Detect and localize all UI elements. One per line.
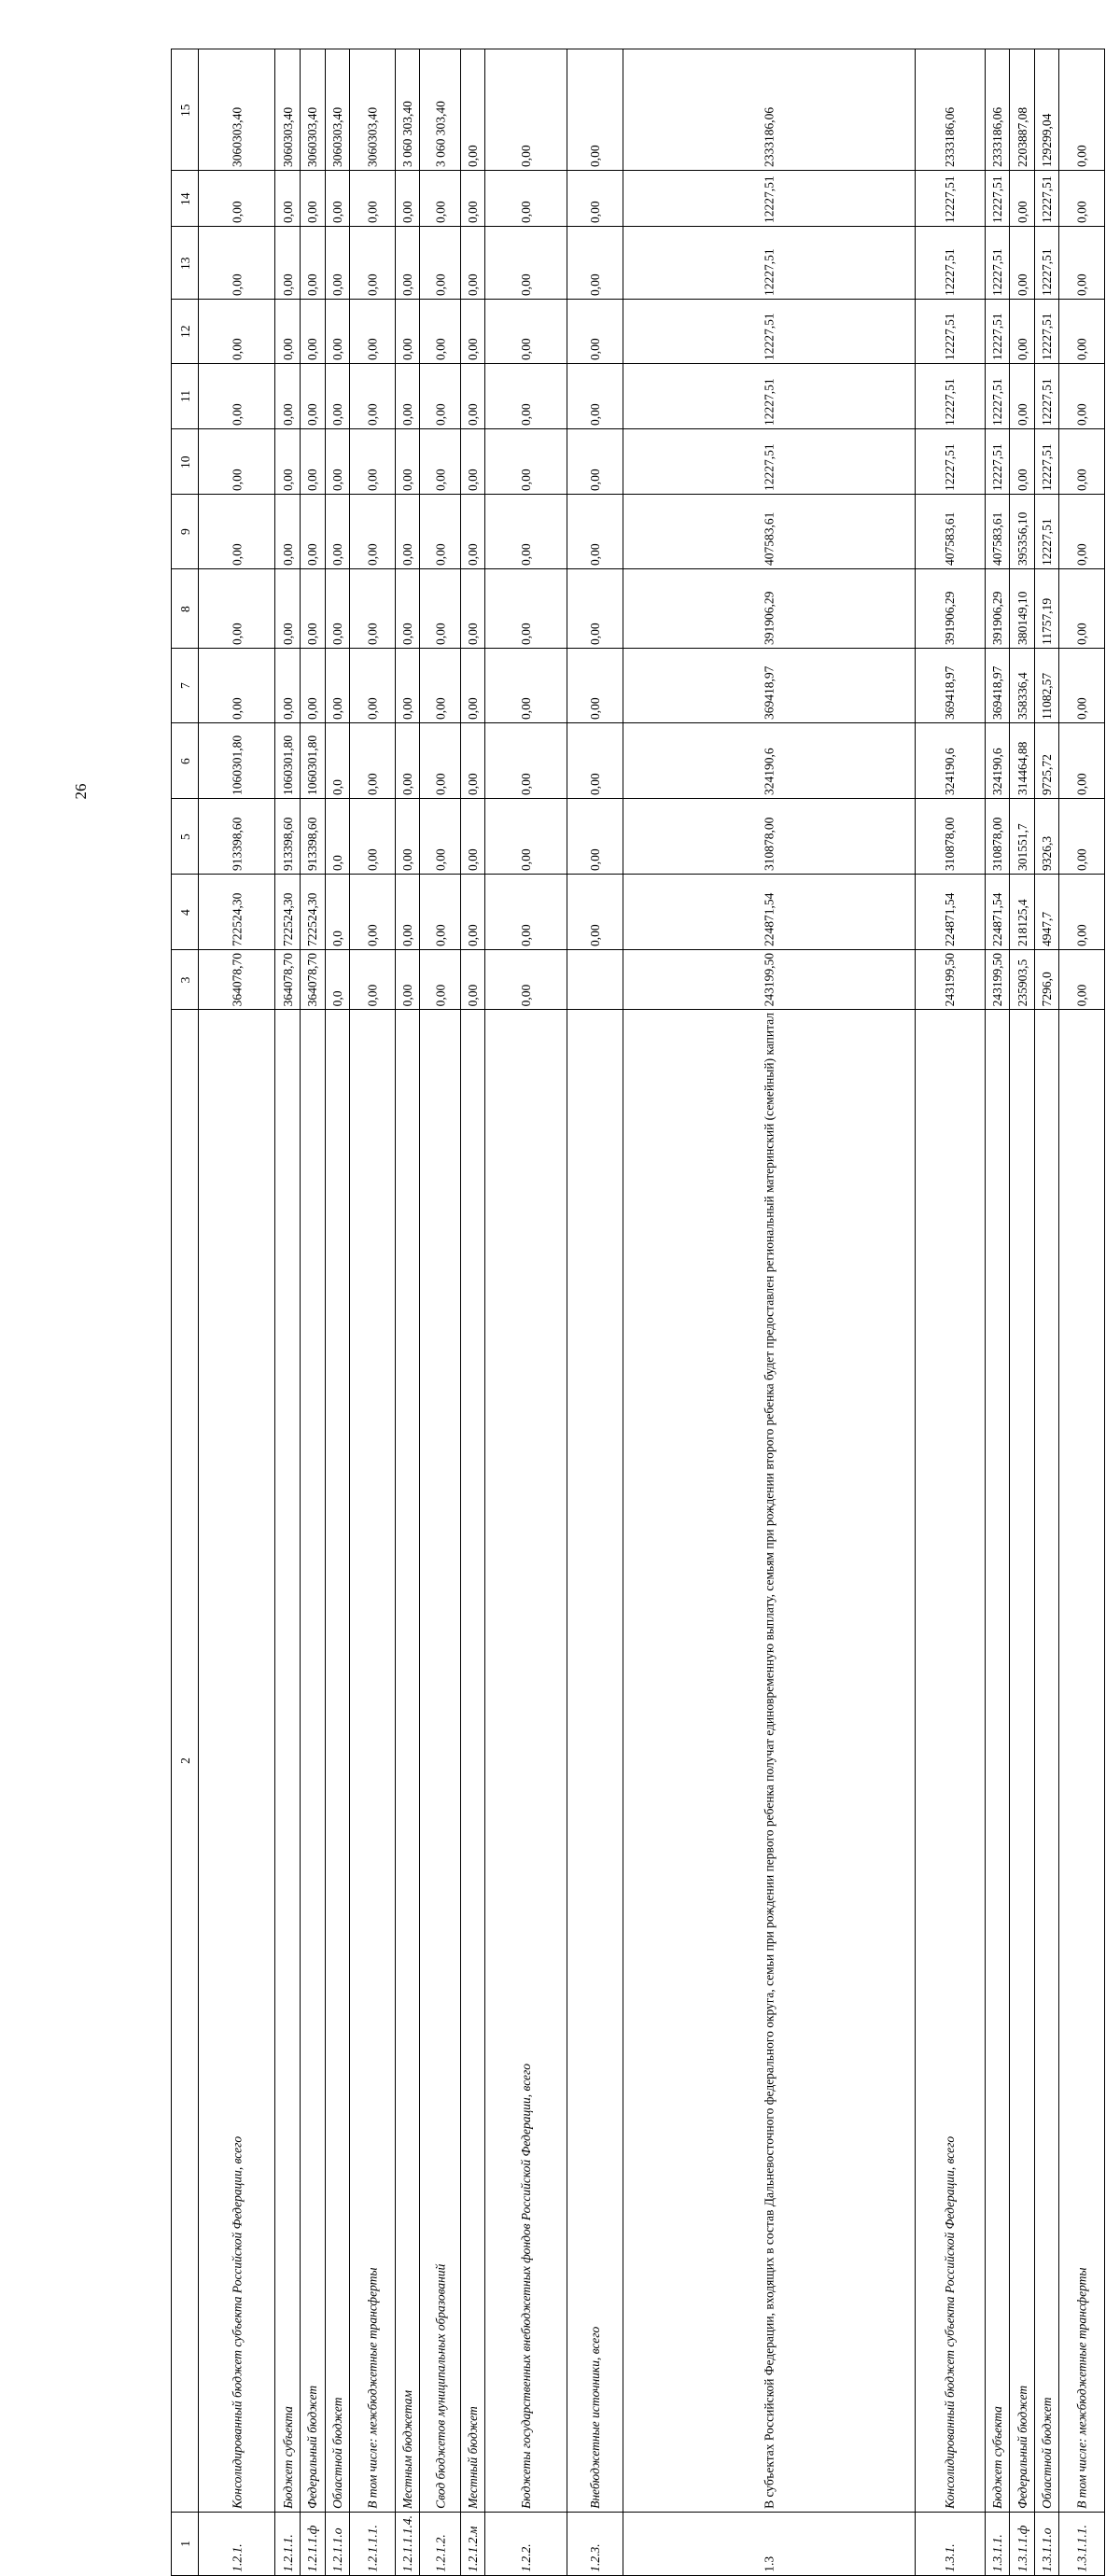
table-row [172,569,1105,649]
value-cell: 0,00 [460,950,485,1010]
value-cell: 12227,51 [623,227,915,300]
value-cell: 0,00 [395,649,420,723]
value-cell: 0,00 [1010,300,1035,364]
value-cell: 12227,51 [1034,227,1059,300]
value-cell: 0,00 [1010,227,1035,300]
value-cell: 0,00 [567,364,623,429]
value-cell: 391906,29 [623,569,915,649]
value-cell: 0,0 [325,950,350,1010]
row-code-cell: 1.2.1.2.м [460,2513,485,2576]
value-cell: 129299,04 [1034,49,1059,171]
value-cell: 0,00 [300,429,325,495]
column-number-cell: 14 [172,171,199,227]
value-cell: 314464,88 [1010,723,1035,799]
value-cell: 11082,57 [1034,649,1059,723]
value-cell: 3 060 303,40 [395,49,420,171]
value-cell: 0,00 [395,364,420,429]
value-cell: 0,00 [485,171,567,227]
column-number-cell: 12 [172,300,199,364]
value-cell: 0,00 [420,364,461,429]
value-cell: 0,00 [460,723,485,799]
value-cell: 12227,51 [623,429,915,495]
value-cell: 0,00 [420,495,461,569]
row-name-cell: Консолидированный бюджет субъекта Российской Федерации, всего [199,1010,275,2513]
value-cell: 0,00 [325,171,350,227]
value-cell: 0,00 [460,171,485,227]
value-cell: 4947,7 [1034,875,1059,950]
value-cell: 0,00 [199,171,275,227]
value-cell: 224871,54 [623,875,915,950]
value-cell: 224871,54 [985,875,1010,950]
value-cell: 0,00 [350,227,395,300]
value-cell: 407583,61 [915,495,985,569]
row-code-cell: 1.3 [623,2513,915,2576]
value-cell [567,950,623,1010]
table-row [172,1010,1105,2513]
row-code-cell: 1.2.1.1.1.4. [395,2513,420,2576]
column-number-cell: 5 [172,799,199,875]
value-cell: 369418,97 [985,649,1010,723]
value-cell: 0,00 [460,49,485,171]
table-row [172,799,1105,875]
value-cell: 7296,0 [1034,950,1059,1010]
value-cell: 0,00 [395,171,420,227]
value-cell: 12227,51 [915,429,985,495]
table-body [172,49,1105,2576]
rotated-table-container [171,49,1104,2573]
value-cell: 310878,00 [915,799,985,875]
row-code-cell: 1.2.3. [567,2513,623,2576]
value-cell: 0,00 [325,649,350,723]
value-cell: 369418,97 [915,649,985,723]
value-cell: 12227,51 [915,364,985,429]
value-cell: 0,0 [325,723,350,799]
row-name-cell: Консолидированный бюджет субъекта Российской Федерации, всего [915,1010,985,2513]
value-cell: 0,00 [420,875,461,950]
value-cell: 0,00 [1059,799,1104,875]
value-cell: 0,00 [1010,364,1035,429]
column-number-cell: 13 [172,227,199,300]
value-cell: 12227,51 [985,429,1010,495]
value-cell: 391906,29 [985,569,1010,649]
value-cell: 12227,51 [985,227,1010,300]
table-row [172,364,1105,429]
value-cell: 913398,60 [199,799,275,875]
value-cell: 0,00 [567,429,623,495]
value-cell: 0,00 [485,799,567,875]
value-cell: 0,00 [420,171,461,227]
value-cell: 0,00 [1059,649,1104,723]
table-row [172,2513,1105,2576]
value-cell: 3060303,40 [300,49,325,171]
table-row [172,649,1105,723]
value-cell: 0,00 [300,495,325,569]
value-cell: 0,00 [1059,300,1104,364]
value-cell: 0,00 [485,495,567,569]
value-cell: 0,00 [485,364,567,429]
value-cell: 0,00 [1010,429,1035,495]
value-cell: 243199,50 [985,950,1010,1010]
value-cell: 0,00 [350,649,395,723]
budget-table [171,49,1105,2576]
value-cell: 0,00 [420,429,461,495]
value-cell: 0,00 [275,364,301,429]
value-cell: 0,00 [395,495,420,569]
value-cell: 2203887,08 [1010,49,1035,171]
value-cell: 0,00 [1059,429,1104,495]
value-cell: 0,00 [420,723,461,799]
value-cell: 0,00 [350,171,395,227]
column-number-cell: 9 [172,495,199,569]
row-name-cell: Бюджет субъекта [275,1010,301,2513]
column-number-cell: 2 [172,1010,199,2513]
value-cell: 391906,29 [915,569,985,649]
value-cell: 12227,51 [1034,429,1059,495]
value-cell: 380149,10 [1010,569,1035,649]
value-cell: 0,00 [1059,364,1104,429]
value-cell: 0,00 [460,649,485,723]
row-code-cell: 1.3.1.1.1. [1059,2513,1104,2576]
value-cell: 0,00 [395,875,420,950]
value-cell: 0,00 [275,227,301,300]
value-cell: 12227,51 [623,300,915,364]
value-cell: 0,00 [395,227,420,300]
value-cell: 3060303,40 [325,49,350,171]
value-cell: 0,00 [485,227,567,300]
value-cell: 0,00 [350,300,395,364]
value-cell: 0,00 [1059,569,1104,649]
value-cell: 0,00 [199,649,275,723]
value-cell: 310878,00 [623,799,915,875]
value-cell: 0,00 [325,364,350,429]
value-cell: 324190,6 [915,723,985,799]
row-code-cell: 1.3.1. [915,2513,985,2576]
table-row [172,495,1105,569]
value-cell: 0,00 [567,227,623,300]
table-row [172,300,1105,364]
value-cell: 12227,51 [915,227,985,300]
value-cell: 0,00 [350,495,395,569]
value-cell: 0,00 [1059,227,1104,300]
value-cell: 0,00 [567,300,623,364]
value-cell: 0,00 [275,649,301,723]
value-cell: 0,00 [350,875,395,950]
column-number-cell: 3 [172,950,199,1010]
value-cell: 0,00 [199,495,275,569]
table-row [172,875,1105,950]
table-row [172,49,1105,171]
value-cell: 0,00 [1059,875,1104,950]
value-cell: 0,00 [350,723,395,799]
row-code-cell: 1.2.1.1.1. [350,2513,395,2576]
row-code-cell: 1.2.1.1.ф [300,2513,325,2576]
row-code-cell: 1.3.1.1.ф [1010,2513,1035,2576]
row-name-cell: Федеральный бюджет [1010,1010,1035,2513]
value-cell: 12227,51 [915,171,985,227]
value-cell: 0,00 [1059,495,1104,569]
row-name-cell: В том числе: межбюджетные трансферты [350,1010,395,2513]
value-cell: 12227,51 [1034,495,1059,569]
value-cell: 0,00 [485,429,567,495]
value-cell: 12227,51 [1034,171,1059,227]
value-cell: 235903,5 [1010,950,1035,1010]
value-cell: 0,00 [567,49,623,171]
row-code-cell: 1.3.1.1. [985,2513,1010,2576]
value-cell: 3060303,40 [199,49,275,171]
value-cell: 12227,51 [985,171,1010,227]
value-cell: 0,00 [350,799,395,875]
value-cell: 0,00 [300,364,325,429]
row-code-cell: 1.3.1.1.о [1034,2513,1059,2576]
row-code-cell: 1.2.1.1.о [325,2513,350,2576]
value-cell: 722524,30 [275,875,301,950]
row-name-cell: Местный бюджет [460,1010,485,2513]
value-cell: 0,00 [460,495,485,569]
table-row [172,171,1105,227]
value-cell: 0,00 [199,227,275,300]
value-cell: 0,00 [567,569,623,649]
value-cell: 324190,6 [623,723,915,799]
value-cell: 0,00 [275,171,301,227]
value-cell: 0,00 [300,171,325,227]
column-number-cell: 1 [172,2513,199,2576]
value-cell: 722524,30 [199,875,275,950]
value-cell: 1060301,80 [199,723,275,799]
value-cell: 0,00 [275,429,301,495]
value-cell: 0,00 [300,649,325,723]
column-number-cell: 15 [172,49,199,171]
value-cell: 0,00 [350,569,395,649]
value-cell: 0,00 [350,950,395,1010]
value-cell: 0,00 [325,429,350,495]
value-cell: 0,00 [567,495,623,569]
row-name-cell: Областной бюджет [325,1010,350,2513]
table-row [172,950,1105,1010]
row-name-cell: В субъектах Российской Федерации, входящих в состав Дальневосточного федерального округа, семьи при рождении первого ребенка получат единовременную выплату, семьям при рождении второго ребенка будет предоставлен региональный материнский (семейный) капитал [623,1010,915,2513]
row-name-cell: Бюджет субъекта [985,1010,1010,2513]
value-cell: 0,00 [485,649,567,723]
value-cell: 0,00 [460,429,485,495]
value-cell: 0,00 [485,950,567,1010]
value-cell: 12227,51 [623,171,915,227]
column-number-cell: 7 [172,649,199,723]
value-cell: 0,00 [199,300,275,364]
value-cell: 324190,6 [985,723,1010,799]
value-cell: 0,00 [420,950,461,1010]
value-cell: 2333186,06 [915,49,985,171]
value-cell: 0,00 [300,227,325,300]
value-cell: 2333186,06 [985,49,1010,171]
table-row [172,429,1105,495]
value-cell: 0,00 [199,569,275,649]
value-cell: 0,00 [199,364,275,429]
value-cell: 364078,70 [275,950,301,1010]
row-name-cell: Свод бюджетов муниципальных образований [420,1010,461,2513]
value-cell: 3060303,40 [350,49,395,171]
value-cell: 12227,51 [985,364,1010,429]
column-number-cell: 10 [172,429,199,495]
column-number-cell: 6 [172,723,199,799]
value-cell: 0,0 [325,875,350,950]
value-cell: 0,00 [420,227,461,300]
value-cell: 12227,51 [985,300,1010,364]
value-cell: 0,00 [485,569,567,649]
value-cell: 0,00 [460,875,485,950]
value-cell: 3 060 303,40 [420,49,461,171]
value-cell: 0,00 [460,364,485,429]
table-row [172,227,1105,300]
value-cell: 0,00 [485,300,567,364]
value-cell: 0,00 [350,364,395,429]
value-cell: 364078,70 [300,950,325,1010]
value-cell: 0,00 [275,300,301,364]
row-name-cell: Областной бюджет [1034,1010,1059,2513]
page-number: 26 [72,783,90,800]
value-cell: 0,00 [350,429,395,495]
value-cell: 0,00 [485,49,567,171]
value-cell: 0,00 [485,723,567,799]
value-cell: 12227,51 [1034,364,1059,429]
value-cell: 0,00 [275,569,301,649]
row-name-cell: Федеральный бюджет [300,1010,325,2513]
value-cell: 11757,19 [1034,569,1059,649]
value-cell: 913398,60 [275,799,301,875]
value-cell: 218125,4 [1010,875,1035,950]
value-cell: 0,00 [1010,171,1035,227]
value-cell: 0,00 [395,429,420,495]
value-cell: 12227,51 [915,300,985,364]
value-cell: 913398,60 [300,799,325,875]
value-cell: 395356,10 [1010,495,1035,569]
row-code-cell: 1.2.1.2. [420,2513,461,2576]
value-cell: 0,00 [420,799,461,875]
value-cell: 0,00 [567,723,623,799]
value-cell: 0,00 [567,649,623,723]
value-cell: 1060301,80 [275,723,301,799]
value-cell: 0,00 [1059,49,1104,171]
value-cell: 0,00 [567,171,623,227]
value-cell: 0,00 [485,875,567,950]
value-cell: 0,00 [395,799,420,875]
value-cell: 1060301,80 [300,723,325,799]
value-cell: 722524,30 [300,875,325,950]
row-name-cell: Внебюджетные источники, всего [567,1010,623,2513]
value-cell: 12227,51 [1034,300,1059,364]
value-cell: 369418,97 [623,649,915,723]
value-cell: 310878,00 [985,799,1010,875]
value-cell: 0,00 [1059,950,1104,1010]
value-cell: 0,0 [325,799,350,875]
value-cell: 0,00 [395,723,420,799]
value-cell: 0,00 [1059,171,1104,227]
column-number-cell: 4 [172,875,199,950]
value-cell: 0,00 [325,227,350,300]
value-cell: 0,00 [420,569,461,649]
value-cell: 0,00 [567,875,623,950]
value-cell: 358336,4 [1010,649,1035,723]
value-cell: 0,00 [300,569,325,649]
value-cell: 224871,54 [915,875,985,950]
value-cell: 0,00 [325,495,350,569]
value-cell: 9326,3 [1034,799,1059,875]
value-cell: 0,00 [460,799,485,875]
value-cell: 0,00 [300,300,325,364]
value-cell: 3060303,40 [275,49,301,171]
value-cell: 0,00 [460,300,485,364]
value-cell: 0,00 [395,950,420,1010]
value-cell: 0,00 [199,429,275,495]
value-cell: 0,00 [325,300,350,364]
row-name-cell: Местным бюджетам [395,1010,420,2513]
value-cell: 0,00 [395,300,420,364]
row-code-cell: 1.2.2. [485,2513,567,2576]
column-number-cell: 11 [172,364,199,429]
value-cell: 0,00 [275,495,301,569]
value-cell: 364078,70 [199,950,275,1010]
value-cell: 301551,7 [1010,799,1035,875]
row-name-cell: В том числе: межбюджетные трансферты [1059,1010,1104,2513]
value-cell: 12227,51 [623,364,915,429]
row-code-cell: 1.2.1.1. [275,2513,301,2576]
row-code-cell: 1.2.1. [199,2513,275,2576]
value-cell: 243199,50 [915,950,985,1010]
value-cell: 0,00 [460,569,485,649]
value-cell: 0,00 [325,569,350,649]
table-row [172,723,1105,799]
value-cell: 407583,61 [623,495,915,569]
row-name-cell: Бюджеты государственных внебюджетных фондов Российской Федерации, всего [485,1010,567,2513]
value-cell: 0,00 [567,799,623,875]
value-cell: 0,00 [420,649,461,723]
value-cell: 0,00 [1059,723,1104,799]
column-number-cell: 8 [172,569,199,649]
value-cell: 0,00 [460,227,485,300]
value-cell: 9725,72 [1034,723,1059,799]
value-cell: 243199,50 [623,950,915,1010]
value-cell: 407583,61 [985,495,1010,569]
value-cell: 2333186,06 [623,49,915,171]
value-cell: 0,00 [420,300,461,364]
value-cell: 0,00 [395,569,420,649]
